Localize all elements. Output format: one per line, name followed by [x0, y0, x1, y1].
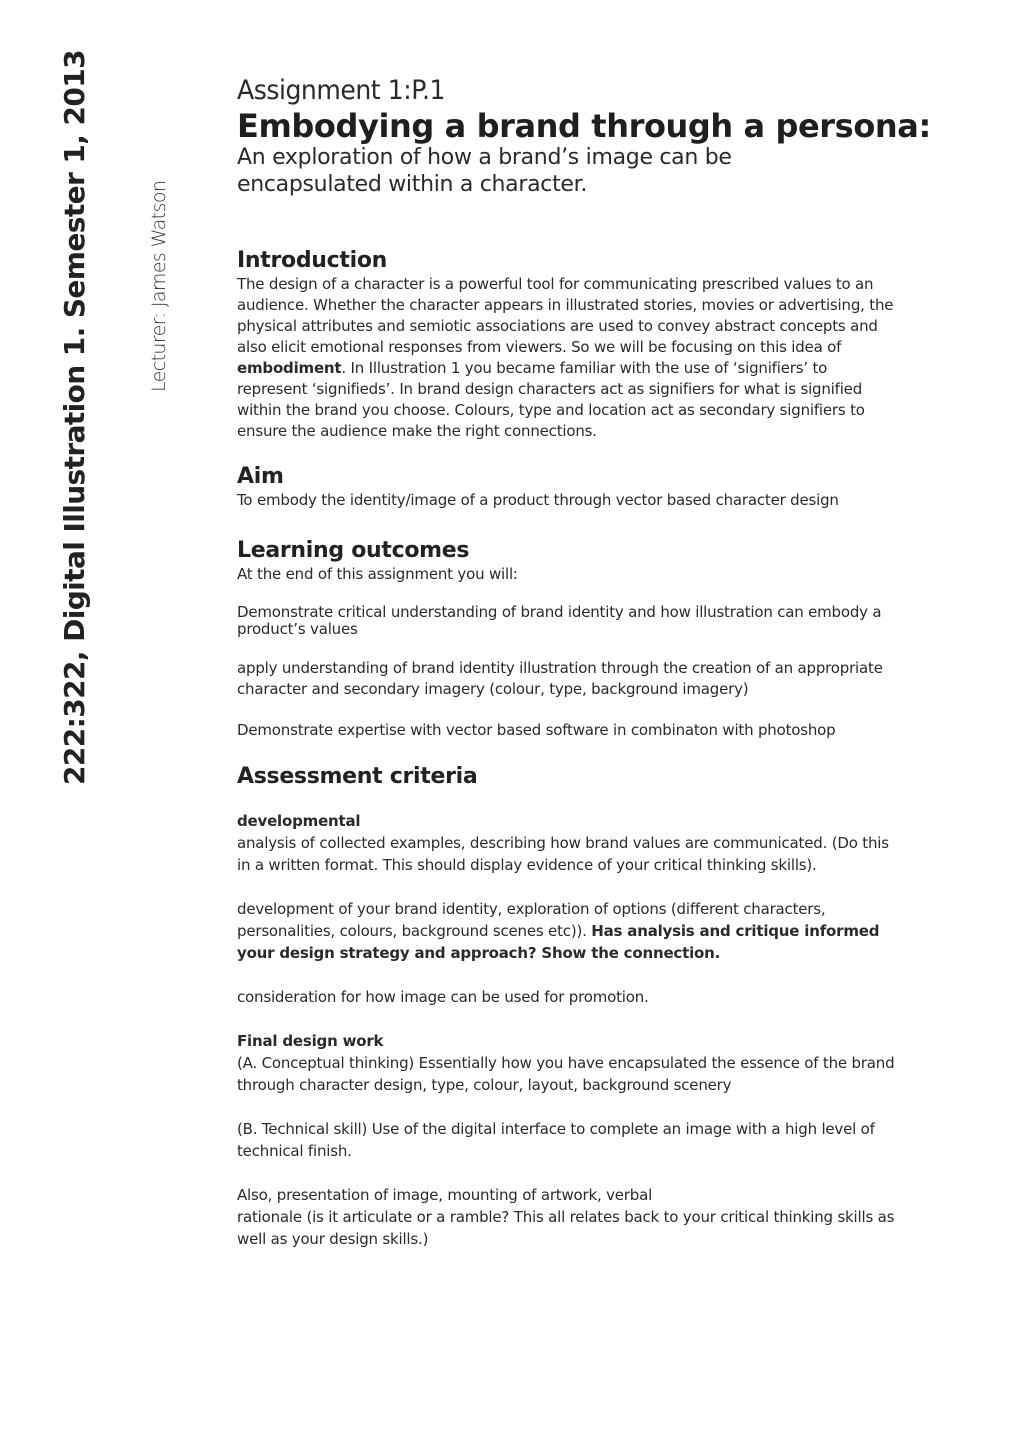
document-subtitle: An exploration of how a brand’s image can be encapsulated within a character.	[237, 145, 732, 197]
introduction-paragraph	[237, 274, 897, 442]
assessment-criteria-heading: Assessment criteria	[237, 764, 478, 789]
introduction-bold-word: embodiment	[237, 359, 342, 377]
introduction-text-end: . In Illustration 1 you became familiar with the use of ‘signifiers’ to represent ‘signifieds’. In brand design characters act as signifiers for what is signified within the brand you choose. Colours, type and location act as secondary signifiers to ensure the audience make the right connections.	[237, 359, 865, 440]
developmental-bold-text: Has analysis and critique informed your design strategy and approach? Show the connection.	[237, 922, 880, 962]
document-title: Embodying a brand through a persona:	[237, 107, 931, 145]
final-design-line: Also, presentation of image, mounting of artwork, verbal	[237, 1186, 653, 1204]
developmental-paragraph: analysis of collected examples, describing how brand values are communicated. (Do this in a written format. This should display evidence of your critical thinking skills).	[237, 834, 889, 874]
developmental-paragraph	[237, 898, 897, 964]
introduction-text-start: The design of a character is a powerful tool for communicating prescribed values to an audience. Whether the character appears in illustrated stories, movies or advertising, the physical attributes and semiotic associations are used to convey abstract concepts and also elicit emotional responses from viewers. So we will be focusing on this idea of	[237, 275, 894, 356]
assignment-number: Assignment 1:P.1	[237, 75, 446, 106]
learning-outcome-item: Demonstrate expertise with vector based software in combinaton with photoshop	[237, 721, 836, 739]
final-design-heading: Final design work	[237, 1032, 384, 1050]
developmental-text: development of your brand identity, exploration of options (different characters, personalities, colours, background scenes etc)).	[237, 900, 826, 940]
final-design-line: rationale (is it articulate or a ramble? This all relates back to your critical thinking skills as well as your design skills.)	[237, 1208, 895, 1248]
learning-outcome-item: Demonstrate critical understanding of brand identity and how illustration can embody a product’s values	[237, 603, 882, 638]
lecturer-name-vertical: Lecturer: James Watson	[148, 180, 170, 392]
learning-outcomes-heading: Learning outcomes	[237, 538, 470, 563]
learning-outcomes-intro: At the end of this assignment you will:	[237, 565, 518, 583]
developmental-paragraph: consideration for how image can be used for promotion.	[237, 988, 649, 1006]
final-design-paragraph: (A. Conceptual thinking) Essentially how you have encapsulated the essence of the brand through character design, type, colour, layout, background scenery	[237, 1054, 895, 1094]
aim-heading: Aim	[237, 464, 284, 489]
course-title-vertical: 222:322, Digital Illustration 1. Semester 1, 2013	[58, 50, 91, 785]
introduction-heading: Introduction	[237, 248, 388, 273]
final-design-paragraph	[237, 1184, 897, 1250]
aim-text: To embody the identity/image of a product through vector based character design	[237, 491, 839, 509]
main-content	[237, 74, 931, 1250]
final-design-paragraph: (B. Technical skill) Use of the digital interface to complete an image with a high level of technical finish.	[237, 1120, 875, 1160]
developmental-heading: developmental	[237, 812, 361, 830]
learning-outcome-item: apply understanding of brand identity illustration through the creation of an appropriate character and secondary imagery (colour, type, background imagery)	[237, 659, 883, 698]
side-banner	[58, 0, 170, 800]
assessment-criteria-section	[237, 810, 897, 1250]
